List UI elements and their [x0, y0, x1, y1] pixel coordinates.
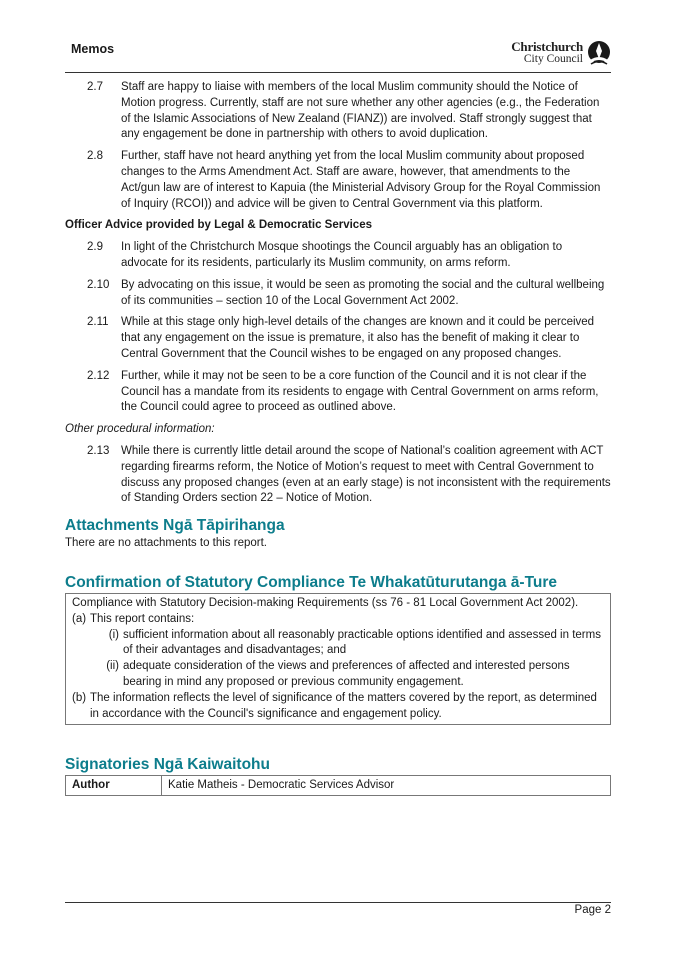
- attachments-text: There are no attachments to this report.: [65, 537, 267, 550]
- cathedral-logo-icon: [587, 40, 611, 66]
- table-row: [66, 776, 611, 796]
- item-text: sufficient information about all reasonably practicable options identified and assessed in terms of their advantages and disadvantages; and: [123, 628, 601, 657]
- paragraph-2-13: [65, 444, 611, 507]
- page-content: [65, 80, 611, 796]
- item-label: (i): [108, 628, 119, 641]
- item-label: (a): [72, 612, 87, 625]
- item-text: adequate consideration of the views and preferences of affected and interested persons bearing in mind any proposed or previous community engagement.: [123, 660, 570, 688]
- paragraph-2-10: [65, 278, 611, 310]
- council-logo: [511, 38, 611, 68]
- page-header: [65, 38, 611, 72]
- signatories-table: [65, 775, 611, 796]
- header-divider: [65, 72, 611, 73]
- paragraph-text: In light of the Christchurch Mosque shootings the Council arguably has an obligation to advocate for its residents, particularly its Muslim community, on arms reform.: [121, 241, 563, 269]
- compliance-item-i: [72, 628, 605, 660]
- author-value: Katie Matheis - Democratic Services Advisor: [162, 776, 611, 796]
- paragraph-text: Further, while it may not be seen to be a core function of the Council and it is not clear if the Council has a mandate from its residents to engage with Central Government on arms reform, the Council could agree to proceed as outlined above.: [121, 369, 599, 414]
- paragraph-text: While there is currently little detail around the scope of National’s coalition agreement with ACT regarding firearms reform, the Notice of Motion’s request to meet with Central Government to discuss any proposed changes (even at an early stage) is not inconsistent with the requirements of Standing Orders section 22 – Notice of Motion.: [121, 444, 611, 505]
- signatories-heading: Signatories Ngā Kaiwaitohu: [65, 756, 270, 774]
- paragraph-number: 2.8: [87, 150, 103, 163]
- compliance-item-ii: [72, 659, 605, 691]
- attachments-heading: Attachments Ngā Tāpirihanga: [65, 517, 285, 535]
- compliance-item-b: [72, 691, 605, 723]
- paragraph-number: 2.11: [87, 316, 109, 329]
- paragraph-text: Staff are happy to liaise with members of the local Muslim community should the Notice of Motion progress. Currently, staff are not sure whether any other agencies (e.g., the Federation of the Islamic Associations of New Zealand (FIANZ)) are involved. Staff strongly suggest that any engagement be done in partnership with others to avoid duplication.: [121, 81, 600, 141]
- paragraph-2-9: [65, 240, 611, 272]
- logo-line-2: City Council: [523, 53, 583, 65]
- paragraph-2-7: [65, 80, 611, 143]
- compliance-heading: Confirmation of Statutory Compliance Te Whakatūturutanga ā-Ture: [65, 573, 558, 591]
- paragraph-number: 2.7: [87, 81, 103, 93]
- paragraph-2-8: [65, 149, 611, 212]
- item-text: This report contains:: [90, 612, 195, 625]
- item-label: (b): [72, 691, 87, 704]
- compliance-intro: Compliance with Statutory Decision-making Requirements (ss 76 - 81 Local Government Act 2002).: [72, 596, 579, 609]
- paragraph-number: 2.9: [87, 241, 103, 254]
- paragraph-number: 2.12: [87, 369, 110, 382]
- item-label: (ii): [106, 660, 119, 673]
- compliance-item-a: [72, 612, 605, 628]
- paragraph-2-11: [65, 315, 611, 362]
- other-procedural-info-label: Other procedural information:: [65, 423, 215, 436]
- compliance-box: [65, 593, 611, 725]
- paragraph-text: While at this stage only high-level details of the changes are known and it could be perceived that any engagement on the issue is premature, it also has the benefit of making it clear to Central Government that the Council wishes to be engaged on any proposed changes.: [121, 316, 595, 360]
- paragraph-text: By advocating on this issue, it would be seen as promoting the social and the cultural wellbeing of its communities – section 10 of the Local Government Act 2002.: [121, 278, 605, 307]
- paragraph-2-12: [65, 369, 611, 416]
- paragraph-number: 2.10: [87, 278, 110, 291]
- item-text: The information reflects the level of significance of the matters covered by the report, as determined in accordance with the Council's significance and engagement policy.: [90, 691, 597, 720]
- logo-line-1: Christchurch: [511, 39, 583, 54]
- officer-advice-heading: Officer Advice provided by Legal & Democratic Services: [65, 219, 372, 232]
- header-title: Memos: [71, 42, 115, 56]
- page-number: Page 2: [574, 904, 611, 916]
- paragraph-text: Further, staff have not heard anything yet from the local Muslim community about proposed changes to the Arms Amendment Act. Staff are aware, however, that amendments to the Act/gun law are of interest to Kapuia (the Ministerial Advisory Group for the Royal Commission of Inquiry (RCOI)) and advice will be given to Central Government via this platform.: [121, 150, 601, 210]
- author-label: Author: [66, 776, 162, 796]
- footer-divider: [65, 902, 611, 903]
- paragraph-number: 2.13: [87, 444, 110, 457]
